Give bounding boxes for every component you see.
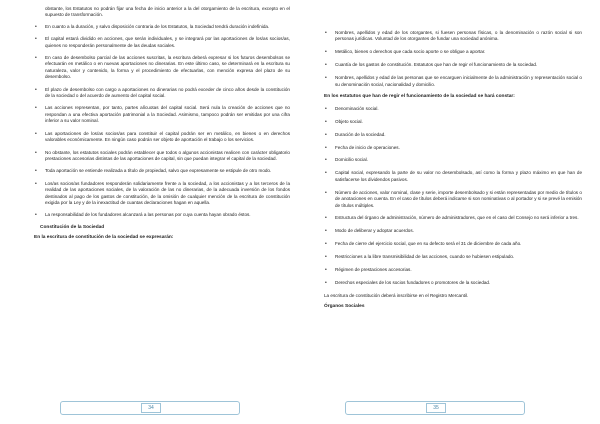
list-item: • No obstante, los estatutos sociales podrán establecer que todos o algunos accionistas realicen con carácter obligatorio prestaciones accesorias distintas de las aportaciones de capital, sin que puedan integrar el capital de la sociedad. (35, 149, 290, 161)
list-item: • Las aportaciones de los/as socios/as para constituir el capital podrán ser en metálico, en bienes o en derechos valorables económicamente. En ningún caso podrán ser objeto de aportación el trabajo o los servicios. (35, 130, 290, 143)
continuation-text: obstante, los Estatutos no podrán fijar una fecha de inicio anterior a la del otorgamiento de la escritura, excepto en el supuesto de transformación. (45, 6, 290, 18)
bullet-dot-icon: • (325, 144, 327, 151)
bullet-dot-icon: • (35, 212, 37, 219)
bullet-dot-icon: • (325, 228, 327, 235)
footer-bar-right (345, 401, 525, 415)
list-item: • El capital estará dividido en acciones, que serán individuales, y se integrará por las aportaciones de los/as socios/as, quienes no responderán personalmente de las deudas sociales. (35, 36, 290, 48)
bullet-dot-icon: • (325, 30, 327, 36)
list-item: • Capital social, expresando la parte de su valor no desembolsado, así como la forma y plazo máximo en que han de satisfacerse los dividendos pasivos. (325, 170, 582, 182)
bullet-dot-icon: • (325, 62, 327, 69)
right-bullet-list-top (324, 30, 582, 88)
bullet-dot-icon: • (35, 86, 37, 93)
bullet-dot-icon: • (35, 168, 37, 175)
bullet-dot-icon: • (325, 189, 327, 196)
bullet-dot-icon: • (325, 267, 327, 274)
list-item: • Derechos especiales de los socios fundadores o promotores de la sociedad. (325, 279, 491, 286)
list-item: • Estructura del órgano de administración, número de administradores, que en el caso del Consejo no será inferior a tres. (325, 215, 579, 222)
bullet-dot-icon: • (35, 180, 37, 187)
list-item: • La responsabilidad de los fundadores alcanzará a las personas por cuya cuenta hayan obrado éstos. (35, 212, 251, 219)
list-item: • El plazo de desembolso con cargo a aportaciones no dinerarias no podrá exceder de cinco años desde la constitución de la sociedad o del acuerdo de aumento del capital social. (35, 86, 290, 99)
list-item: • Restricciones a la libre transmisibilidad de las acciones, cuando se hubiesen estipulado. (325, 254, 515, 261)
bullet-dot-icon: • (325, 75, 327, 82)
list-item: • En caso de desembolso parcial de las acciones suscritas, la escritura deberá expresar si los futuros desembolsos se efectuarán en metálico o en nuevas aportaciones no dinerarias. En este último caso, se determinará en la escritura su naturaleza, valor y contenido, la forma y el procedimiento de efectuarlas, con mención expresa del plazo de su desembolso. (35, 55, 290, 80)
list-item: • Fecha de inicio de operaciones. (325, 144, 400, 151)
bullet-dot-icon: • (325, 254, 327, 261)
bullet-dot-icon: • (325, 118, 327, 125)
list-item: • Los/as socios/as fundadores responderán solidariamente frente a la sociedad, a los accionistas y a los terceros de la realidad de las aportaciones sociales, de la valoración de las no dinerarias, de la adecuada inversión de los fondos destinados al pago de los gastos de constitución, de la omisión de cualquier mención de la escritura de constitución exigida por la Ley y de la inexactitud de cuantas declaraciones hagan en aquella. (35, 180, 290, 205)
list-item: • Denominación social. (325, 105, 379, 112)
bullet-dot-icon: • (35, 23, 37, 30)
list-item: • Régimen de prestaciones accesorias. (325, 267, 412, 274)
section-heading: En los estatutos que han de regir el funcionamiento de la sociedad se hará constar: (324, 94, 515, 100)
section-subheading: Constitución de la Sociedad (40, 224, 105, 230)
bullet-dot-icon: • (35, 36, 37, 43)
list-item: • Cuantía de los gastos de constitución. Estatutos que han de regir el funcionamiento de la sociedad. (325, 62, 538, 69)
bullet-dot-icon: • (35, 149, 37, 156)
list-item: • Domicilio social. (325, 157, 368, 164)
list-item: • Duración de la sociedad. (325, 131, 386, 138)
list-item: • Metálico, bienes o derechos que cada socio aporte o se obligue a aportar. (325, 49, 486, 56)
bullet-dot-icon: • (35, 55, 37, 62)
bullet-dot-icon: • (325, 131, 327, 138)
organos-heading: Órganos Sociales (324, 304, 365, 310)
bullet-dot-icon: • (325, 241, 327, 248)
bullet-dot-icon: • (325, 279, 327, 286)
bullet-dot-icon: • (325, 215, 327, 222)
list-item: • Nombres, apellidos y edad de los otorgantes, si fuesen personas físicas, o la denominación o razón social si son personas jurídicas. Voluntad de los otorgantes de fundar una sociedad anónima. (325, 30, 582, 42)
bullet-dot-icon: • (35, 105, 37, 112)
footer-bar-left (60, 401, 240, 415)
section-heading: En la escritura de constitución de la sociedad se expresarán: (34, 235, 174, 241)
left-bullet-list (34, 24, 290, 219)
list-item: • Las acciones representan, por tanto, partes alícuotas del capital social. Será nula la creación de acciones que no respondan a una efectiva aportación patrimonial a la Sociedad. Asimismo, tampoco podrán ser emitidas por una cifra inferior a su valor nominal. (35, 105, 290, 124)
right-page (300, 0, 600, 424)
list-item: • Número de acciones, valor nominal, clase y serie, importe desembolsado y si están representadas por medio de títulos o de anotaciones en cuenta. En el caso de títulos deberá indicarse si son nominativas o al portador y si se prevé la emisión de títulos múltiples. (325, 189, 582, 208)
list-item: • Modo de deliberar y adoptar acuerdos. (325, 228, 414, 235)
bullet-dot-icon: • (35, 130, 37, 137)
registry-paragraph: La escritura de constitución deberá inscribirse en el Registro Mercantil. (324, 292, 469, 298)
list-item: • Objeto social. (325, 118, 363, 125)
right-bullet-list-bottom (324, 106, 582, 287)
bullet-dot-icon: • (325, 105, 327, 112)
list-item: • Toda aportación se entiende realizada a título de propiedad, salvo que expresamente se estipule de otro modo. (35, 168, 272, 175)
bullet-dot-icon: • (325, 49, 327, 56)
list-item: • Nombres, apellidos y edad de las personas que se encarguen inicialmente de la administración y representación social o su denominación social, nacionalidad y domicilio. (325, 75, 582, 87)
page-number-left: 34 (141, 403, 161, 413)
list-item: • En cuanto a la duración, y salvo disposición contraria de los Estatutos, la Sociedad tendrá duración indefinida. (35, 23, 270, 30)
list-item: • Fecha de cierre del ejercicio social, que en su defecto será el 31 de diciembre de cada año. (325, 241, 522, 248)
bullet-dot-icon: • (325, 157, 327, 164)
page-number-right: 35 (426, 403, 446, 413)
bullet-dot-icon: • (325, 170, 327, 177)
